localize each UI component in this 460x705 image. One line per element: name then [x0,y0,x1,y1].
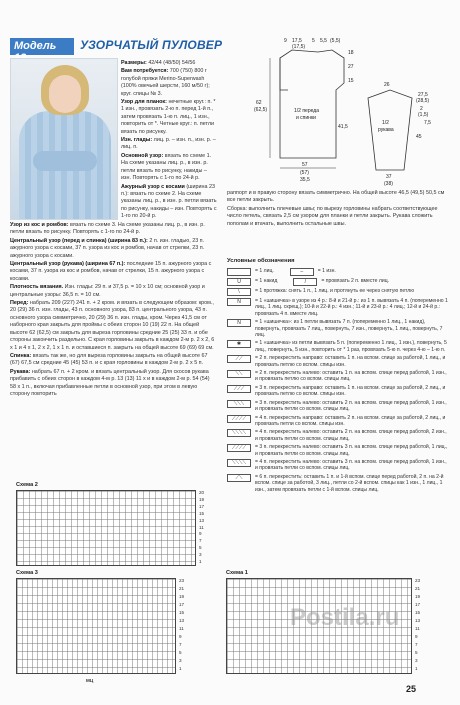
chart-row-number: 15 [199,510,205,516]
schem-label: 45 [416,134,422,140]
schema3-label: Схема 3 [16,570,38,576]
right-text-rapport: раппорт и в правую сторону вязать симметрично. На общей высоте 46,5 (49,5) 50,5 см все петли закрыть. [227,190,445,204]
legend-symbol: \ [227,288,251,296]
schema2-label: Схема 2 [16,482,38,488]
legend-symbol: N [227,298,251,306]
schem-label: (17,5) [292,44,306,50]
chart-row-number: 23 [179,578,185,583]
schem-label: (1,5) [418,112,429,118]
front-back-outline [280,50,344,158]
chart-row-number: 21 [415,586,421,591]
chart-row-number: 5 [179,650,182,655]
schem-label: 26 [384,82,390,88]
chart-row-number: 17 [415,602,421,607]
chart-row-number: 21 [179,586,185,591]
legend-item: \ = 1 протяжка: снять 1 п., 1 лиц. и протянуть ее через снятую петлю [227,288,449,296]
schem-label: рукава [378,127,394,133]
schem-label: 35,5 [300,177,310,183]
legend-symbol: ⟋⟍ [227,474,251,482]
legend-item: U = 1 накид [227,278,277,286]
legend-symbol: ⟋⟋⟋⟋ [227,444,251,452]
chart-row-number: 15 [415,610,421,615]
legend-item: = 1 лиц. [227,268,274,276]
legend-title: Условные обозначения [227,258,295,264]
legend-item: ⟋⟋ = 2 п. перекрестить направо: оставить 1 п. на вспом. спице за работой, 1 лиц., и провязать петлю со вспом. спицы изн. [227,355,449,368]
legend-symbol: N [227,319,251,327]
schem-label: 15 [348,78,354,84]
chart-row-number: 11 [199,524,204,530]
schem-label: 17,5 [292,38,302,44]
legend-symbol: ⟍⟍⟍ [227,400,251,408]
legend-item: ⟍⟍⟍⟍ = 4 п. перекрестить налево: оставить 3 п. на вспом. спице перед работой, 1 изн., и провязать петли со вспом. спицы лиц. [227,459,449,472]
schem-label: 57 [302,162,308,168]
legend-item: – = 1 изн. [290,268,336,276]
chart-row-number: 1 [179,666,182,671]
chart-row-number: 3 [179,658,182,663]
model-tag: Модель [10,38,74,55]
right-text-assembly: Сборка: выполнить плечевые швы; по вырезу горловины набрать соответствующее число петель, связать 2,5 см узором для планки и петли закрыть. Рукава сложить пополам и втачать, выполнить остальные швы. [227,205,438,227]
legend-item: N = 1 «шишечка» в узоре из 4 р.: 8-й и 21-й р.: из 1 п. вывязать 4 п. (попеременно 1 лиц., 1 лиц. скрещ.); 10-й и 22-й р.: 4 изн.; 11-й и 23-й р.: 4 лиц.; 12-й и 24-й р.: провязать 4 п. вместе лиц. [227,298,449,317]
schem-label: (62,5) [254,107,268,113]
chart-row-number: 1 [199,559,202,565]
chart-row-number: 9 [415,634,418,639]
chart-row-number: 7 [415,642,418,647]
schem-label: (28,5) [416,98,430,104]
legend-symbol: ⟋⟋ [227,355,251,363]
chart-row-number: 20 [199,490,205,495]
chart-row-number: 19 [179,594,185,599]
schem-label: 37 [386,174,392,180]
schem-label: (5,5) [330,38,341,44]
schem-label: и спинки [296,115,316,121]
schem-label: 7,5 [424,120,431,126]
legend-symbol: ⟍⟍⟍⟍ [227,459,251,467]
chart-row-number: 13 [179,618,185,623]
chart-row-number: 15 [179,610,185,615]
legend-symbol: ✱ [227,340,251,348]
legend-item: ⟋⟋⟋ = 3 п. перекрестить направо: оставить 1 п. на вспом. спице за работой, 2 лиц., и провязать петлю со вспом. спицы изн. [227,385,449,398]
chart-row-number: 19 [415,594,421,599]
schem-label: 1/2 переда [294,108,319,114]
legend [227,268,449,495]
schema1-label: Схема 1 [226,570,248,576]
schem-label: 27 [348,64,354,70]
legend-symbol: ⟋⟋⟋⟋ [227,415,251,423]
chart-row-number: 5 [199,545,202,551]
schem-label: 5,5 [320,38,327,44]
model-photo [10,58,118,220]
legend-item: ⟋⟋⟋⟋ = 4 п. перекрестить направо: оставить 2 п. на вспом. спице за работой, 2 лиц., и провязать петли со вспом. спицы изн. [227,415,449,428]
chart-row-number: 17 [199,503,205,509]
chart-row-number: 11 [415,626,420,631]
chart-row-number: 9 [179,634,182,639]
chart-row-number: 7 [199,538,202,544]
schem-label: 27,5 [418,92,428,98]
schematic-svg [240,28,450,188]
legend-item: ⟍⟍⟍⟍ = 4 п. перекрестить налево: оставить 2 п. на вспом. спице перед работой, 2 изн., и провязать петли со вспом. спицы лиц. [227,429,449,442]
schem-label: 18 [348,50,354,56]
legend-item: ⟍⟍⟍ = 3 п. перекрестить налево: оставить 2 п. на вспом. спице перед работой, 1 изн., и провязать петли со вспом. спицы лиц. [227,400,449,413]
legend-item: N = 1 «шишечка»: из 1 петли вывязать 7 п. (попеременно 1 лиц., 1 накид), повернуть, провязать 7 лиц., повернуть, 7 изн., повернуть, 1 лиц., повернуть, 7 лиц. [227,319,449,338]
legend-symbol: – [290,268,314,276]
chart-row-number: 11 [179,626,184,631]
legend-item: ⟋⟍ = 6 п. перекрестить: оставить 1 п. и 1-й вспом. спице перед работой, 2 п. на 2-й вспом. спице за работой, 3 лиц., петли со 2-й вспом. спицы как 1 изн., 1 лиц., 1 изн., затем провязать петли с 1-й вспом. спицы лиц. [227,474,449,493]
legend-item: ✱ = 1 «шишечка» из петли вывязать 5 п. (попеременно 1 лиц., 1 изн.), повернуть, 5 лиц., повернуть, 5 изн., повторить от * 1 раз, провязать 5-ю п. через 4-ю – 1-ю п. [227,340,449,353]
chart-row-number: 3 [415,658,418,663]
schem-label: 2 [420,106,423,112]
legend-item: ⟍⟍ = 2 п. перекрестить налево: оставить 1 п. на вспом. спице перед работой, 1 изн., и провязать петлю со вспом. спицы лиц. [227,370,449,383]
chart-row-number: 19 [199,496,205,502]
page-number: 25 [406,684,417,694]
schem-label: (38) [384,181,393,187]
schema3-grid [16,578,176,674]
chart-row-number: 23 [415,578,421,583]
legend-symbol: ⟋⟋⟋ [227,385,251,393]
chart-row-number: 7 [179,642,182,647]
chart-row-number: 13 [415,618,421,623]
garment-schematic [240,28,450,188]
chart-row-number: 5 [415,650,418,655]
instructions-column-right [227,190,449,229]
chart-row-number: 17 [179,602,185,607]
legend-symbol: ⟍⟍⟍⟍ [227,429,251,437]
chart-row-number: 9 [199,531,202,537]
sweater-arms [33,151,97,171]
model-face [49,75,81,113]
schem-label: 62 [256,100,262,106]
schem-label: (57) [300,170,309,176]
schema3-center-marker: МЦ [86,678,94,683]
schema2-grid [16,490,196,566]
schem-label: 5 [312,38,315,44]
legend-symbol: ⟍⟍ [227,370,251,378]
watermark: Postila.ru [290,604,400,631]
instructions-column-main: Узор из кос и ромбов: вязать по схеме 3. На схеме указаны лиц. р., в изн. р. петли вязать по рисунку. Повторять с 1-го по 24-й р. Центральный узор (перед и спинка) (ширина 83 п.): 2 п. изн. гладью, 23 п. ажурного узора с косами, 37 п. узора из кос и ромбов, начав от стрелки, 23 п. ажурного узора с косами. Центральный узор (рукава) (ширина 67 п.): последние 15 п. ажурного узора с косами, 37 п. узора из кос и ромбов, начав от стрелки, 15 п. ажурного узора с косами. Плотность вязания. Изн. глады: 29 п. и 37,5 р. = 10 х 10 см; основной узор и центральные узоры: 36,5 п. = 10 см. Перед: набрать 209 (227) 241 п. + 2 кром. и вязать в следующем образом: кром., 20 (29) 36 п. изн. глады, 43 п. основного узора, 83 п. центрального узора, 43 п. основного узора симметрично, 20 (29) 36 п. изн. глады, кром. Через 41,5 см от наборного края закрыть для проймы с обеих сторон 10 (19) 22 п. На общей высоте 62 (62,5) см закрыть для выреза горловины средние 25 (25) 33 п. и обе стороны закончить раздельно. С края горловины закрыть в каждом 2-м р. 2 х 2, 6 х 1 и 4 х 1, 2 х 2, 1 х 1 п. и оставшиеся п. закрыть на общей высоте 69 (69) 69 см. Спинка: вязать так же, но для выреза горловины закрыть на общей высоте 67 (67) 67,5 см средние 45 (45) 53 п. и с края горловины в каждом 2-м р. 2 х 5 п. Рукава: набрать 67 п. + 2 кром. и вязать центральный узор. Для скосов рукава прибавить с обеих сторон в каждом 4-м р. 13 (13) 11 х и в каждом 2-м р. 54 (54) 58 х 1 п., включая прибавленные петли в основной узор, при этом в левую сторону повторить [10,222,215,397]
legend-item: / = провязать 2 п. вместе лиц. [293,278,389,286]
legend-symbol: / [293,278,317,286]
instructions-column-top: Размеры: 42/44 (48/50) 54/56 Вам потребуется: 700 (750) 800 г голубой пряжи Merino-Superwash (100% овечьей шерсти, 160 м/50 г); круг. спицы № 3. Узор для планок: нечетные круг.: п. * 1 изн., провязать 2-ю п. перед 1-й п., затем провязать 1-ю п. лиц., 1 изн., повторить от *. Четные круг.: п. петли вязать по рисунку. Изн. глады: лиц. р. – изн. п., изн. р. – лиц. п. Основной узор: вязать по схеме 1. На схеме указаны лиц. р., в изн. р. петли вязать по рисунку, накиды – изн. Повторять с 1-го по 24-й р. Ажурный узор с косами (ширина 23 п.): вязать по схеме 2. На схеме указаны лиц. р., в изн. р. петли вязать по рисунку, накиды – изн. Повторять с 1-го по 20-й р. [121,60,217,220]
chart-row-number: 13 [199,517,205,523]
chart-row-number: 1 [415,666,418,671]
schem-label: 41,5 [338,124,348,130]
chart-row-number: 3 [199,552,202,558]
legend-item: ⟋⟋⟋⟋ = 3 п. перекрестить налево: оставить 3 п. на вспом. спице перед работой, 1 лиц., и провязать петли со вспом. спицы лиц. [227,444,449,457]
schem-label: 1/2 [382,120,389,126]
page-title: УЗОРЧАТЫЙ ПУЛОВЕР [80,38,223,52]
legend-symbol: U [227,278,251,286]
schem-label: 9 [284,38,287,44]
legend-symbol [227,268,251,276]
